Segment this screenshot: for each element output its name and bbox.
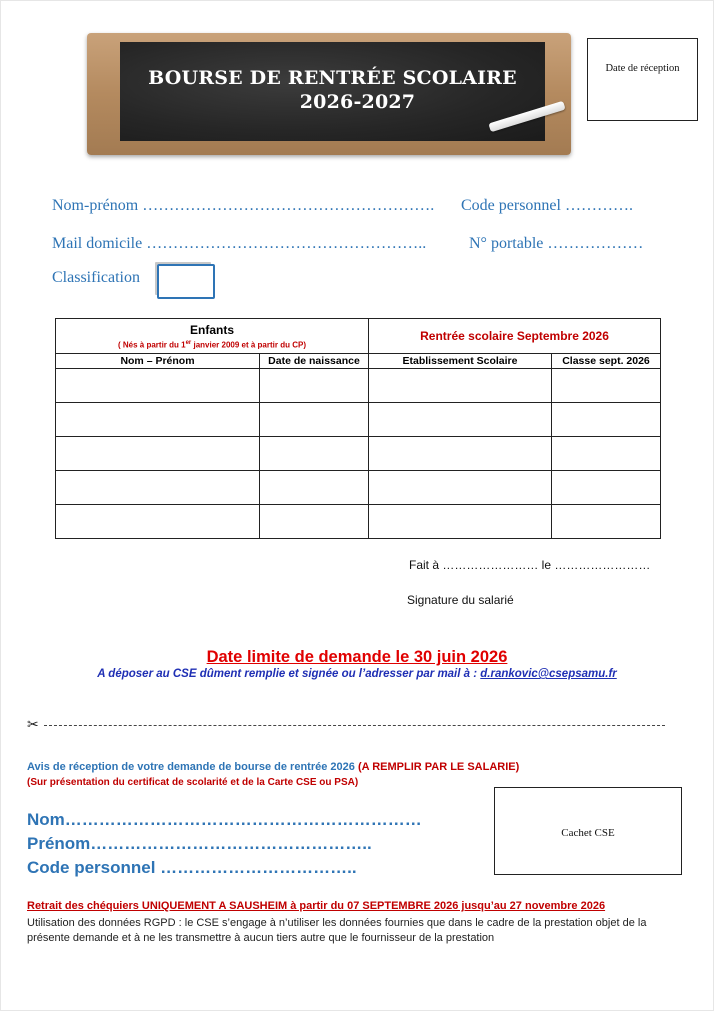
receipt-note: (Sur présentation du certificat de scolarité et de la Carte CSE ou PSA) — [27, 777, 359, 788]
email-link[interactable]: d.rankovic@csepsamu.fr — [480, 668, 617, 680]
receipt-title-red: (A REMPLIR PAR LE SALARIE) — [357, 761, 520, 773]
mail-domicile-field[interactable]: Mail domicile …………………………………………….. — [52, 235, 427, 252]
table-cell[interactable] — [56, 505, 260, 539]
table-cell[interactable] — [369, 437, 552, 471]
scissors-icon: ✂ — [27, 716, 39, 732]
form-title-line2: 2026-2027 — [299, 91, 416, 113]
deadline-title: Date limite de demande le 30 juin 2026 — [206, 648, 508, 666]
fait-a-field[interactable]: Fait à …………………… le …………………… — [409, 558, 651, 572]
table-row — [56, 505, 661, 539]
table-cell[interactable] — [552, 437, 661, 471]
children-header-note: ( Nés à partir du 1er janvier 2009 et à partir du CP) — [118, 340, 306, 350]
table-cell[interactable] — [369, 505, 552, 539]
cut-line — [44, 725, 665, 726]
table-cell[interactable] — [552, 369, 661, 403]
deposit-instructions — [0, 668, 714, 680]
portable-field[interactable]: N° portable ……………… — [469, 235, 644, 252]
table-cell[interactable] — [56, 437, 260, 471]
classification-input[interactable] — [157, 264, 215, 299]
cachet-cse-label: Cachet CSE — [561, 827, 615, 839]
table-row — [56, 403, 661, 437]
receipt-nom-field[interactable]: Nom……………………………………………………… — [27, 810, 422, 829]
table-row — [56, 369, 661, 403]
rentree-header: Rentrée scolaire Septembre 2026 — [369, 319, 661, 354]
receipt-code-field[interactable]: Code personnel …………………………….. — [27, 858, 357, 877]
table-cell[interactable] — [369, 369, 552, 403]
table-cell[interactable] — [260, 369, 369, 403]
code-personnel-field[interactable]: Code personnel …………. — [461, 197, 633, 214]
table-cell[interactable] — [260, 403, 369, 437]
children-header — [56, 319, 369, 354]
table-cell[interactable] — [260, 471, 369, 505]
table-cell[interactable] — [56, 471, 260, 505]
retrait-notice: Retrait des chéquiers UNIQUEMENT A SAUSHEIM à partir du 07 SEPTEMBRE 2026 jusqu’au 27 novembre 2026 — [27, 900, 606, 912]
receipt-prenom-field[interactable]: Prénom………………………………………….. — [27, 834, 372, 853]
table-cell[interactable] — [56, 403, 260, 437]
children-table — [55, 318, 661, 539]
table-row — [56, 471, 661, 505]
receipt-title — [27, 761, 519, 773]
form-title-line1: BOURSE DE RENTRÉE SCOLAIRE — [148, 67, 517, 89]
table-cell[interactable] — [552, 505, 661, 539]
table-cell[interactable] — [552, 403, 661, 437]
table-cell[interactable] — [369, 471, 552, 505]
table-cell[interactable] — [56, 369, 260, 403]
form-title — [120, 66, 545, 114]
children-header-title: Enfants — [189, 323, 234, 338]
column-header-classe: Classe sept. 2026 — [552, 354, 661, 369]
table-cell[interactable] — [260, 505, 369, 539]
deposit-text: A déposer au CSE dûment remplie et signée ou l’adresser par mail à : — [97, 668, 481, 680]
receipt-title-text: Avis de réception de votre demande de bourse de rentrée 2026 — [27, 761, 358, 773]
reception-date-box[interactable] — [587, 38, 698, 121]
column-header-date-naissance: Date de naissance — [260, 354, 369, 369]
cachet-cse-box[interactable] — [494, 787, 682, 875]
column-header-nom: Nom – Prénom — [56, 354, 260, 369]
reception-date-label: Date de réception — [605, 63, 680, 74]
nom-prenom-field[interactable]: Nom-prénom ………………………………………………. — [52, 197, 435, 214]
classification-label: Classification — [52, 269, 140, 286]
table-row — [56, 437, 661, 471]
table-cell[interactable] — [369, 403, 552, 437]
table-cell[interactable] — [260, 437, 369, 471]
table-cell[interactable] — [552, 471, 661, 505]
rgpd-notice: Utilisation des données RGPD : le CSE s’engage à n’utiliser les données fournies que dans le cadre de la prestation objet de la présente demande et à ne les transmettre à aucun tiers autre que le fournisseur de la prestation — [27, 917, 647, 944]
signature-label: Signature du salarié — [407, 593, 514, 607]
column-header-etablissement: Etablissement Scolaire — [369, 354, 552, 369]
